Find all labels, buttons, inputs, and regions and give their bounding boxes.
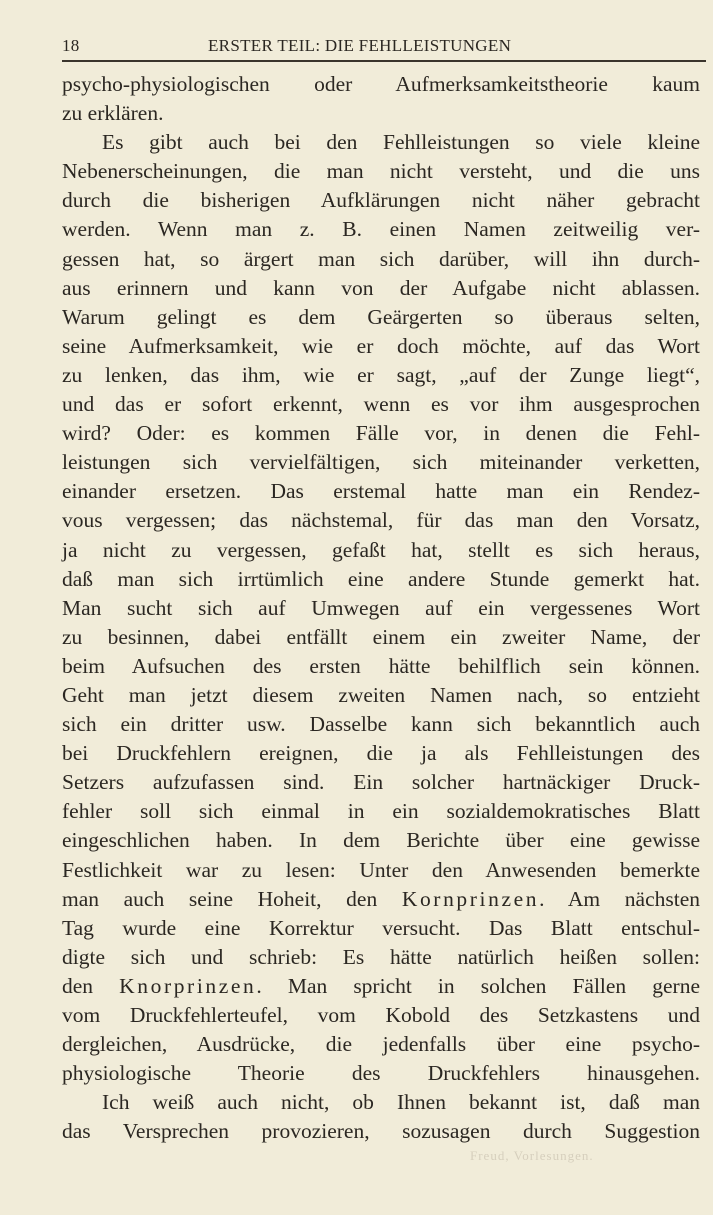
header-rule: [62, 60, 706, 62]
body-text: [62, 70, 700, 1146]
text-line: psycho-physiologischen oder Aufmerksamkeitstheorie kaum: [62, 72, 700, 96]
text-line: werden. Wenn man z. B. einen Namen zeitweilig ver-: [62, 217, 700, 242]
text-line: daß man sich irrtümlich eine andere Stunde gemerkt hat.: [62, 566, 700, 591]
text-line: [62, 972, 700, 1001]
text-line: zu erklären.: [62, 101, 164, 126]
text-line: vous vergessen; das nächstemal, für das man den Vorsatz,: [62, 508, 700, 533]
text-line: wird? Oder: es kommen Fälle vor, in denen die Fehl-: [62, 421, 700, 446]
text-line: zu besinnen, dabei entfällt einem ein zweiter Name, der: [62, 624, 700, 649]
text-line: Es gibt auch bei den Fehlleistungen so viele kleine: [102, 130, 700, 155]
text-line: Festlichkeit war zu lesen: Unter den Anwesenden bemerkte: [62, 857, 700, 882]
text-line: zu lenken, das ihm, wie er sagt, „auf der Zunge liegt“,: [62, 362, 700, 387]
running-head: ERSTER TEIL: DIE FEHLLEISTUNGEN: [208, 36, 512, 55]
text-line: eingeschlichen haben. In dem Berichte über eine gewisse: [62, 828, 700, 853]
text-line: fehler soll sich einmal in ein sozialdemokratisches Blatt: [62, 799, 700, 824]
emphasized-word: Knorprinzen: [119, 973, 257, 998]
text-line: Setzers aufzufassen sind. Ein solcher hartnäckiger Druck-: [62, 770, 700, 795]
text-line: vom Druckfehlerteufel, vom Kobold des Setzkastens und: [62, 1003, 700, 1027]
text-line: [62, 885, 700, 914]
text-line: beim Aufsuchen des ersten hätte behilflich sein können.: [62, 653, 700, 678]
text-line: Man sucht sich auf Umwegen auf ein vergessenes Wort: [62, 595, 700, 620]
text-line: bei Druckfehlern ereignen, die ja als Fehlleistungen des: [62, 741, 700, 766]
text-line: einander ersetzen. Das erstemal hatte man ein Rendez-: [62, 479, 700, 504]
text-segment: . Man spricht in solchen Fällen gerne: [256, 973, 701, 998]
text-segment: man auch seine Hoheit, den: [62, 886, 402, 911]
text-line: ja nicht zu vergessen, gefaßt hat, stellt es sich heraus,: [62, 537, 700, 562]
text-line: Warum gelingt es dem Geärgerten so überaus selten,: [62, 304, 700, 329]
text-segment: . Am nächsten: [539, 886, 700, 911]
text-line: Nebenerscheinungen, die man nicht versteht, und die uns: [62, 159, 700, 184]
text-line: Tag wurde eine Korrektur versucht. Das Blatt entschul-: [62, 915, 700, 940]
text-line: seine Aufmerksamkeit, wie er doch möchte, auf das Wort: [62, 333, 700, 358]
page-header: [62, 36, 702, 56]
text-line: das Versprechen provozieren, sozusagen durch Suggestion: [62, 1119, 700, 1144]
text-segment: den: [62, 973, 120, 998]
text-line: leistungen sich vervielfältigen, sich miteinander verketten,: [62, 450, 700, 475]
text-line: physiologische Theorie des Druckfehlers hinausgehen.: [62, 1061, 700, 1086]
text-line: durch die bisherigen Aufklärungen nicht näher gebracht: [62, 188, 700, 213]
emphasized-word: Kornprinzen: [401, 886, 540, 911]
text-line: aus erinnern und kann von der Aufgabe nicht ablassen.: [62, 275, 700, 300]
page-number: 18: [62, 36, 80, 55]
text-line: gessen hat, so ärgert man sich darüber, will ihn durch-: [62, 246, 700, 271]
text-line: digte sich und schrieb: Es hätte natürlich heißen sollen:: [62, 944, 700, 969]
show-through-text: Freud, Vorlesungen.: [470, 1148, 594, 1163]
text-line: sich ein dritter usw. Dasselbe kann sich bekanntlich auch: [62, 712, 700, 737]
text-line: dergleichen, Ausdrücke, die jedenfalls über eine psycho-: [62, 1032, 700, 1057]
text-line: Geht man jetzt diesem zweiten Namen nach, so entzieht: [62, 682, 700, 707]
text-line: Ich weiß auch nicht, ob Ihnen bekannt ist, daß man: [102, 1090, 700, 1115]
text-line: und das er sofort erkennt, wenn es vor ihm ausgesprochen: [62, 392, 700, 417]
